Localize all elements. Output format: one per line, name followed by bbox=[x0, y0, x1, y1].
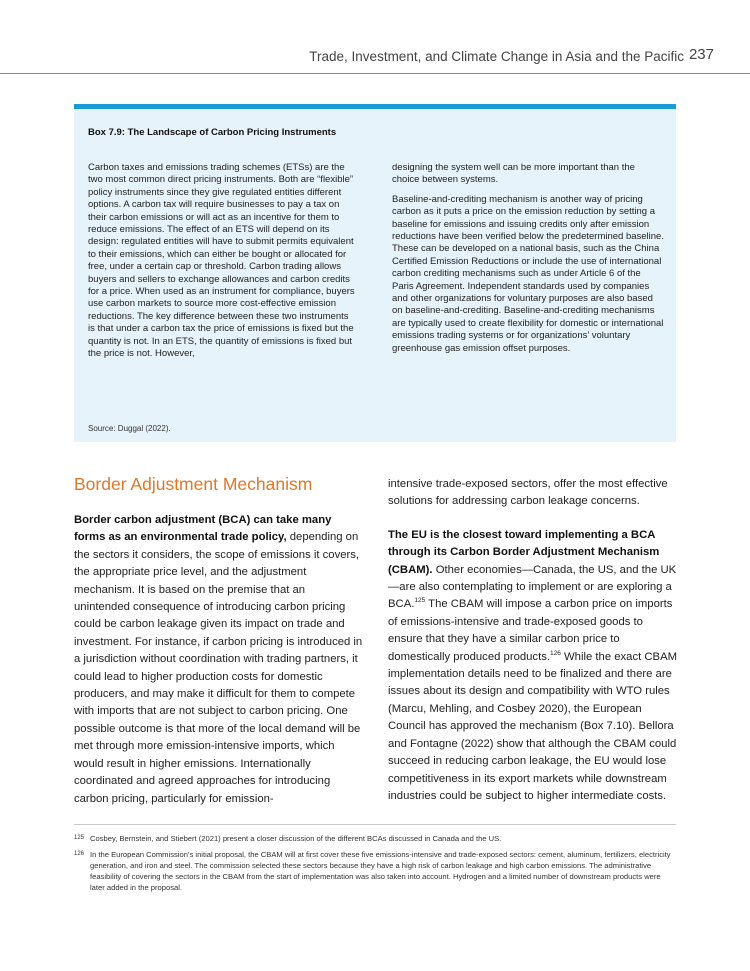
paragraph-cbam-text-c: While the exact CBAM implementation details need to be finalized and there are issues about its design and compatibility with WTO rules (Marcu, Mehling, and Cosbey 2020), the European Council has approved the mechanism (Box 7.10). Bellora and Fontagne (2022) show that although the CBAM could succeed in reducing carbon leakage, the EU would lose competitiveness in its export markets while downstream industries could be subject to higher intermediate costs. bbox=[388, 650, 678, 802]
running-header-title: Trade, Investment, and Climate Change in Asia and the Pacific bbox=[309, 49, 684, 64]
header-rule bbox=[0, 73, 750, 74]
box-left-column bbox=[88, 162, 356, 368]
footnote-text: Cosbey, Bernstein, and Stiebert (2021) present a closer discussion of the different BCAs discussed in Canada and the US. bbox=[90, 834, 502, 843]
footnote-number: 126 bbox=[74, 851, 85, 857]
box-title: Box 7.9: The Landscape of Carbon Pricing Instruments bbox=[88, 127, 337, 138]
footnote-ref-126[interactable]: 126 bbox=[550, 649, 561, 657]
footnote-number: 125 bbox=[74, 835, 85, 841]
box-right-paragraph-1: designing the system well can be more important than the choice between systems. bbox=[392, 162, 635, 186]
footnote-126 bbox=[74, 849, 676, 893]
box-right-paragraph-2: Baseline-and-crediting mechanism is another way of pricing carbon as it puts a price on the emission reduction by setting a baseline for emissions and issuing credits only after emission reductions have been verified below the predetermined baseline. These can be developed on a national basis, such as the China Certified Emission Reductions or include the use of international carbon crediting mechanisms such as under Article 6 of the Paris Agreement. Independent standards used by companies and other organizations for voluntary purposes are also based on baseline-and-crediting. Baseline-and-crediting mechanisms are typically used to create flexibility for domestic or international emissions trading systems or for organizations’ voluntary greenhouse gas emission offset purposes. bbox=[392, 193, 664, 354]
info-box bbox=[74, 104, 676, 442]
footnote-125 bbox=[74, 833, 676, 844]
paragraph-bca-text: depending on the sectors it considers, the scope of emissions it covers, the appropriate price level, and the adjustment mechanism. It is based on the premise that an unintended consequence of introducing carbon pricing could be carbon leakage given its impact on trade and investment. For instance, if carbon pricing is introduced in a jurisdiction without coordination with trading partners, it could lead to higher production costs for domestic producers, and may make it difficult for them to compete with imports that are not subject to carbon pricing. One possible outcome is that more of the local demand will be met through more emission-intensive imports, which would result in higher emissions. Internationally coordinated and agreed approaches for introducing carbon pricing, particularly for emission- bbox=[74, 531, 363, 805]
footnote-rule bbox=[74, 824, 676, 825]
section-heading: Border Adjustment Mechanism bbox=[74, 474, 313, 494]
page-number: 237 bbox=[688, 46, 714, 63]
box-right-column bbox=[392, 162, 664, 362]
paragraph-bca bbox=[74, 512, 364, 808]
paragraph-bca-continued: intensive trade-exposed sectors, offer the most effective solutions for addressing carbon leakage concerns. bbox=[388, 478, 668, 508]
paragraph-cbam-text-a: Other economies—Canada, the US, and the UK—are also contemplating to implement or are exploring a BCA. bbox=[388, 563, 677, 611]
box-left-paragraph: Carbon taxes and emissions trading schemes (ETSs) are the two most common direct pricing instruments. Both are “flexible” policy instruments since they give regulated entities different options. A carbon tax will require businesses to pay a tax on their carbon emissions or will act as an incentive for them to reduce emissions. The effect of an ETS will depend on its design: regulated entities will have to submit permits equivalent to their emissions, which can either be bought or allocated for free, under a certain cap or threshold. Carbon trading allows buyers and sellers to exchange allowances and carbon credits for a price. When used as an instrument for compliance, buyers use carbon markets to source more cost-effective emission reductions. The key difference between these two instruments is that under a carbon tax the price of emissions is fixed but the quantity is not. In an ETS, the quantity of emissions is fixed but the price is not. However, bbox=[88, 162, 355, 360]
body-left-column bbox=[74, 512, 364, 824]
box-source: Source: Duggal (2022). bbox=[88, 424, 171, 433]
paragraph-cbam bbox=[388, 527, 680, 806]
body-right-column bbox=[388, 476, 680, 821]
footnote-ref-125[interactable]: 125 bbox=[414, 597, 426, 605]
paragraph-cbam-text-b: The CBAM will impose a carbon price on imports of emissions-intensive and trade-exposed goods to ensure that they have a similar carbon price to domestically produced products. bbox=[388, 598, 673, 663]
paragraph-bca-lead: Border carbon adjustment (BCA) can take many forms as an environmental trade policy, bbox=[74, 514, 332, 544]
footnote-text: In the European Commission’s initial proposal, the CBAM will at first cover these five emissions-intensive and trade-exposed sectors: cement, aluminum, fertilizers, electricity generation, and iron and steel. The commission selected these sectors because they have a high risk of carbon leakage and high carbon emissions. The administrative feasibility of covering the sectors in the CBAM from the start of implementation was also taken into account. Hydrogen and a limited number of downstream products were later added in the proposal. bbox=[90, 850, 671, 892]
paragraph-cbam-lead: The EU is the closest toward implementing a BCA through its Carbon Border Adjustment Mechanism (CBAM). bbox=[388, 528, 660, 576]
